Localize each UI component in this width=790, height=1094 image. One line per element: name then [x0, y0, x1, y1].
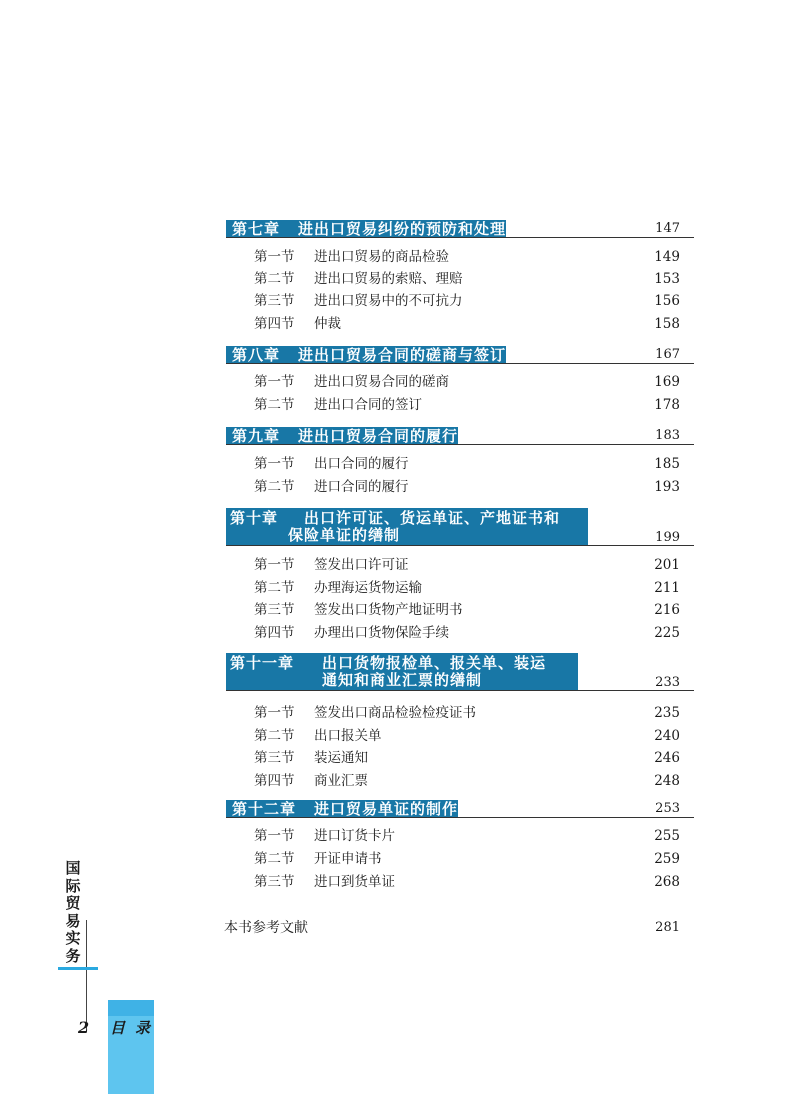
chapter-9-bar [226, 427, 458, 445]
chapter-7-bar [226, 220, 506, 238]
section-number: 第一节 [254, 705, 295, 721]
chapter-number: 第九章 [232, 427, 281, 445]
chapter-page: 233 [655, 675, 680, 690]
section-page: 255 [654, 828, 680, 844]
section-page: 193 [654, 479, 680, 495]
section-number: 第四节 [254, 625, 295, 641]
chapter-number: 第十一章 [230, 654, 295, 672]
section-page: 225 [654, 625, 680, 641]
section-number: 第一节 [254, 456, 295, 472]
section-title: 进出口贸易合同的磋商 [314, 374, 449, 390]
section-title: 进出口合同的签订 [314, 397, 422, 413]
chapter-title-line1: 出口货物报检单、报关单、装运 [322, 654, 547, 672]
chapter-number: 第十二章 [232, 800, 297, 818]
section-7-2[interactable] [254, 269, 680, 289]
section-12-3[interactable] [254, 872, 680, 892]
section-number: 第三节 [254, 750, 295, 766]
chapter-title: 进出口贸易合同的履行 [298, 427, 459, 445]
section-number: 第二节 [254, 479, 295, 495]
chapter-10-heading[interactable] [226, 508, 694, 546]
section-number: 第二节 [254, 851, 295, 867]
section-title: 进出口贸易的商品检验 [314, 249, 449, 265]
book-title-vertical: 国际贸易实务 [65, 859, 81, 965]
section-7-3[interactable] [254, 291, 680, 311]
section-title: 商业汇票 [314, 773, 368, 789]
section-11-1[interactable] [254, 703, 680, 723]
section-title: 进出口贸易中的不可抗力 [314, 293, 463, 309]
section-page: 153 [654, 271, 680, 287]
section-7-1[interactable] [254, 247, 680, 267]
section-number: 第一节 [254, 828, 295, 844]
section-9-1[interactable] [254, 454, 680, 474]
section-11-2[interactable] [254, 726, 680, 746]
chapter-title: 进口贸易单证的制作 [314, 800, 459, 818]
chapter-11-heading[interactable] [226, 653, 694, 691]
section-number: 第一节 [254, 557, 295, 573]
section-page: 169 [654, 374, 680, 390]
references-page: 281 [655, 920, 680, 935]
chapter-11-bar [226, 653, 578, 691]
chapter-page: 199 [655, 530, 680, 545]
section-10-1[interactable] [254, 555, 680, 575]
chapter-rule [226, 690, 694, 691]
section-title: 签发出口货物产地证明书 [314, 602, 463, 618]
section-number: 第一节 [254, 249, 295, 265]
section-title: 签发出口商品检验检疫证书 [314, 705, 476, 721]
section-number: 第三节 [254, 874, 295, 890]
section-title: 装运通知 [314, 750, 368, 766]
chapter-rule [226, 237, 694, 238]
section-10-2[interactable] [254, 578, 680, 598]
running-head: 目录 [110, 1019, 161, 1037]
section-number: 第二节 [254, 728, 295, 744]
chapter-7-heading[interactable] [226, 220, 694, 238]
section-number: 第二节 [254, 397, 295, 413]
section-number: 第三节 [254, 602, 295, 618]
chapter-rule [226, 545, 694, 546]
chapter-title: 进出口贸易纠纷的预防和处理 [298, 220, 507, 238]
section-title: 仲裁 [314, 316, 341, 332]
section-number: 第二节 [254, 580, 295, 596]
chapter-8-heading[interactable] [226, 346, 694, 364]
section-8-2[interactable] [254, 395, 680, 415]
section-number: 第二节 [254, 271, 295, 287]
chapter-title-line2: 通知和商业汇票的缮制 [322, 671, 483, 689]
section-page: 158 [654, 316, 680, 332]
section-page: 216 [654, 602, 680, 618]
chapter-number: 第七章 [232, 220, 281, 238]
section-title: 办理海运货物运输 [314, 580, 422, 596]
section-page: 149 [654, 249, 680, 265]
section-title: 进出口贸易的索赔、理赔 [314, 271, 463, 287]
chapter-10-bar [226, 508, 588, 546]
chapter-page: 167 [655, 347, 680, 362]
section-page: 211 [654, 580, 680, 596]
section-7-4[interactable] [254, 314, 680, 334]
page-number: 2 [78, 1018, 90, 1037]
chapter-title: 进出口贸易合同的磋商与签订 [298, 346, 507, 364]
section-8-1[interactable] [254, 372, 680, 392]
section-number: 第三节 [254, 293, 295, 309]
section-number: 第四节 [254, 316, 295, 332]
section-title: 办理出口货物保险手续 [314, 625, 449, 641]
chapter-rule [226, 444, 694, 445]
margin-color-block [108, 1000, 154, 1094]
references-title: 本书参考文献 [224, 920, 308, 936]
chapter-8-bar [226, 346, 506, 364]
section-page: 185 [654, 456, 680, 472]
chapter-number: 第十章 [230, 509, 279, 527]
section-title: 进口到货单证 [314, 874, 395, 890]
section-11-4[interactable] [254, 771, 680, 791]
references-entry[interactable] [224, 918, 680, 938]
margin-color-block-top [108, 1000, 154, 1016]
chapter-page: 253 [655, 801, 680, 816]
section-title: 进口合同的履行 [314, 479, 409, 495]
section-9-2[interactable] [254, 477, 680, 497]
chapter-12-heading[interactable] [226, 800, 694, 818]
section-number: 第一节 [254, 374, 295, 390]
chapter-page: 183 [655, 428, 680, 443]
section-page: 246 [654, 750, 680, 766]
section-page: 248 [654, 773, 680, 789]
section-page: 235 [654, 705, 680, 721]
section-title: 开证申请书 [314, 851, 382, 867]
section-page: 259 [654, 851, 680, 867]
section-title: 出口合同的履行 [314, 456, 409, 472]
chapter-number: 第八章 [232, 346, 281, 364]
chapter-rule [226, 817, 694, 818]
section-11-3[interactable] [254, 748, 680, 768]
chapter-9-heading[interactable] [226, 427, 694, 445]
chapter-title-line1: 出口许可证、货运单证、产地证书和 [304, 509, 561, 527]
section-title: 出口报关单 [314, 728, 382, 744]
margin-vertical-rule [86, 920, 87, 1032]
section-page: 240 [654, 728, 680, 744]
chapter-title-line2: 保险单证的缮制 [288, 526, 401, 544]
section-number: 第四节 [254, 773, 295, 789]
section-12-2[interactable] [254, 849, 680, 869]
section-title: 进口订货卡片 [314, 828, 395, 844]
section-10-4[interactable] [254, 623, 680, 643]
section-page: 201 [654, 557, 680, 573]
margin-accent-line [58, 967, 98, 970]
section-10-3[interactable] [254, 600, 680, 620]
section-page: 156 [654, 293, 680, 309]
chapter-page: 147 [655, 221, 680, 236]
section-page: 178 [654, 397, 680, 413]
chapter-12-bar [226, 800, 458, 818]
section-page: 268 [654, 874, 680, 890]
section-title: 签发出口许可证 [314, 557, 409, 573]
chapter-rule [226, 363, 694, 364]
section-12-1[interactable] [254, 826, 680, 846]
